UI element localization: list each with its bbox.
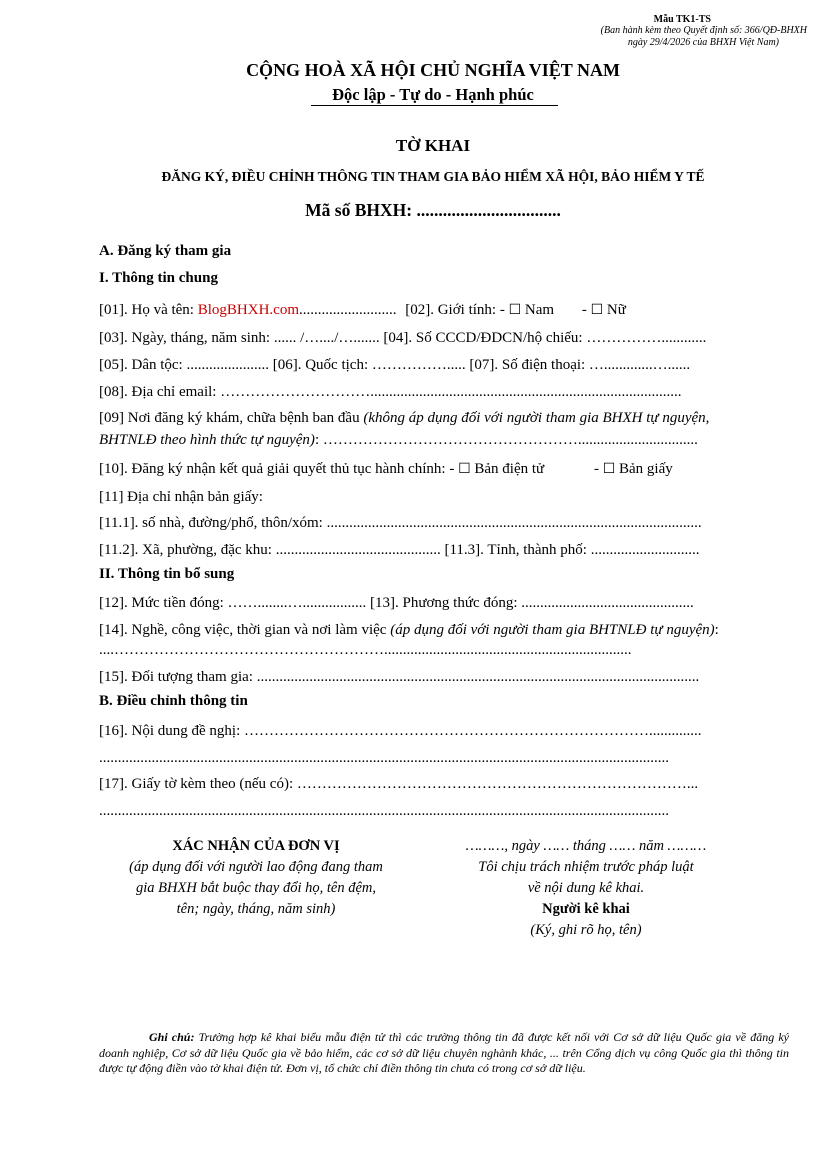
unit-confirmation-note-3: tên; ngày, tháng, năm sinh) — [176, 901, 336, 917]
field-14-line-1 — [99, 620, 719, 640]
checkbox-icon[interactable]: ☐ — [590, 302, 604, 318]
issuance-block — [507, 14, 807, 49]
issuance-line-1: (Ban hành kèm theo Quyết định số: 366/QĐ-BHXH — [600, 25, 807, 36]
declaration-line-2: về nội dung kê khai. — [527, 880, 645, 896]
field-14-label: [14]. Nghề, công việc, thời gian và nơi làm việc — [99, 622, 391, 638]
note-block — [99, 1030, 789, 1077]
field-01-label: [01]. Họ và tên: — [99, 302, 198, 318]
nation-title: CỘNG HOÀ XÃ HỘI CHỦ NGHĨA VIỆT NAM — [246, 60, 620, 80]
unit-confirmation-block — [86, 836, 426, 920]
field-02-nam: Nam — [524, 302, 555, 318]
field-11-2-11-3[interactable]: [11.2]. Xã, phường, đặc khu: ............................................ [11.3]. Tỉnh, thành phố: ............................. — [99, 542, 700, 558]
motto-underline — [311, 105, 558, 106]
field-16-dots[interactable]: ........................................................................................................................................................ — [99, 750, 669, 766]
form-code: Mẫu TK1-TS — [653, 14, 711, 25]
section-b-title: B. Điều chỉnh thông tin — [99, 693, 248, 709]
field-01-02 — [99, 300, 626, 320]
bhxh-code-line: Mã số BHXH: ................................. — [305, 200, 561, 220]
declaration-line-1: Tôi chịu trách nhiệm trước pháp luật — [478, 859, 694, 875]
field-02-nu: Nữ — [606, 302, 626, 318]
field-01-value[interactable]: BlogBHXH.com — [197, 302, 299, 318]
document-subtitle: ĐĂNG KÝ, ĐIỀU CHỈNH THÔNG TIN THAM GIA BẢO HIỂM XÃ HỘI, BẢO HIỂM Y TẾ — [161, 169, 705, 184]
field-02-nu-prefix: - — [581, 302, 587, 318]
issuance-line-2: ngày 29/4/2026 của BHXH Việt Nam) — [627, 37, 779, 48]
note-text: Trường hợp kê khai biểu mẫu điện tử thì các trường thông tin đã được kết nối với Cơ sở dữ liệu Quốc gia về đăng ký doanh nghiệp, Cơ sở dữ liệu Quốc gia về bảo hiểm, các cơ sở dữ liệu chuyên nghành khác, ... trên Cổng dịch vụ công Quốc gia thì thông tin được tự động điền vào tờ khai điện tử. Đơn vị, tổ chức chỉ điền thông tin chưa có trong cơ sở dữ liệu. — [99, 1030, 789, 1075]
checkbox-icon[interactable]: ☐ — [508, 302, 522, 318]
field-11: [11] Địa chỉ nhận bản giấy: — [99, 489, 263, 505]
field-10-option-electronic: Bản điện tử — [474, 461, 545, 477]
section-a-title: A. Đăng ký tham gia — [99, 243, 232, 259]
field-02-label: [02]. Giới tính: - — [405, 302, 505, 318]
field-01-dots: .......................... — [298, 302, 397, 318]
field-09-note-2: BHTNLĐ theo hình thức tự nguyện) — [99, 432, 315, 448]
declarant-title: Người kê khai — [542, 901, 630, 917]
part-2-title: II. Thông tin bổ sung — [99, 566, 235, 582]
field-09-dots: : ……………………………………………................................ — [314, 432, 698, 448]
motto: Độc lập - Tự do - Hạnh phúc — [332, 85, 534, 104]
field-11-1[interactable]: [11.1]. số nhà, đường/phố, thôn/xóm: .................................................................................................... — [99, 515, 702, 531]
field-15[interactable]: [15]. Đối tượng tham gia: ...................................................................................................................... — [99, 669, 700, 685]
field-10-option-2-prefix: - — [593, 461, 599, 477]
field-09-label: [09] Nơi đăng ký khám, chữa bệnh ban đầu — [99, 410, 364, 426]
checkbox-icon[interactable]: ☐ — [602, 461, 616, 477]
field-17[interactable]: [17]. Giấy tờ kèm theo (nếu có): ……………………………………………………………………... — [99, 776, 699, 792]
note-label: Ghi chú: — [149, 1030, 195, 1044]
field-08[interactable]: [08]. Địa chỉ email: …………………………................................................................................... — [99, 384, 682, 400]
field-16[interactable]: [16]. Nội dung đề nghị: ……………………………………………………………………….............. — [99, 723, 702, 739]
declarant-sign-hint: (Ký, ghi rõ họ, tên) — [530, 922, 642, 938]
field-10-option-paper: Bản giấy — [619, 461, 673, 477]
declaration-date[interactable]: ………, ngày …… tháng …… năm ……… — [465, 838, 707, 854]
field-10 — [99, 459, 673, 479]
field-17-dots[interactable]: ........................................................................................................................................................ — [99, 803, 669, 819]
checkbox-icon[interactable]: ☐ — [458, 461, 471, 477]
document-title: TỜ KHAI — [395, 136, 471, 155]
field-12-13[interactable]: [12]. Mức tiền đóng: ……........…................. [13]. Phương thức đóng: .............................................. — [99, 595, 694, 611]
field-09-line-1 — [99, 408, 709, 428]
field-14-dots[interactable]: ....……………………………………………….................................................................. — [99, 642, 632, 658]
unit-confirmation-note-2: gia BHXH bắt buộc thay đổi họ, tên đệm, — [135, 880, 376, 896]
field-14-note: (áp dụng đối với người tham gia BHTNLĐ tự nguyện) — [390, 622, 715, 638]
field-14-colon: : — [714, 622, 719, 638]
field-09-note: (không áp dụng đối với người tham gia BHXH tự nguyện, — [363, 410, 710, 426]
field-09-line-2[interactable] — [99, 430, 698, 450]
unit-confirmation-title: XÁC NHẬN CỦA ĐƠN VỊ — [172, 838, 340, 854]
field-03-04[interactable]: [03]. Ngày, tháng, năm sinh: ...... /…..../…....... [04]. Số CCCD/ĐDCN/hộ chiếu: ……………............ — [99, 330, 707, 346]
unit-confirmation-note-1: (áp dụng đối với người lao động đang tham — [129, 859, 383, 875]
field-05-07[interactable]: [05]. Dân tộc: ...................... [06]. Quốc tịch: ……………..... [07]. Số điện thoại: ….............…...... — [99, 357, 691, 373]
field-10-label: [10]. Đăng ký nhận kết quả giải quyết thủ tục hành chính: - — [99, 461, 455, 477]
part-1-title: I. Thông tin chung — [99, 270, 218, 286]
declarant-block — [436, 836, 736, 941]
